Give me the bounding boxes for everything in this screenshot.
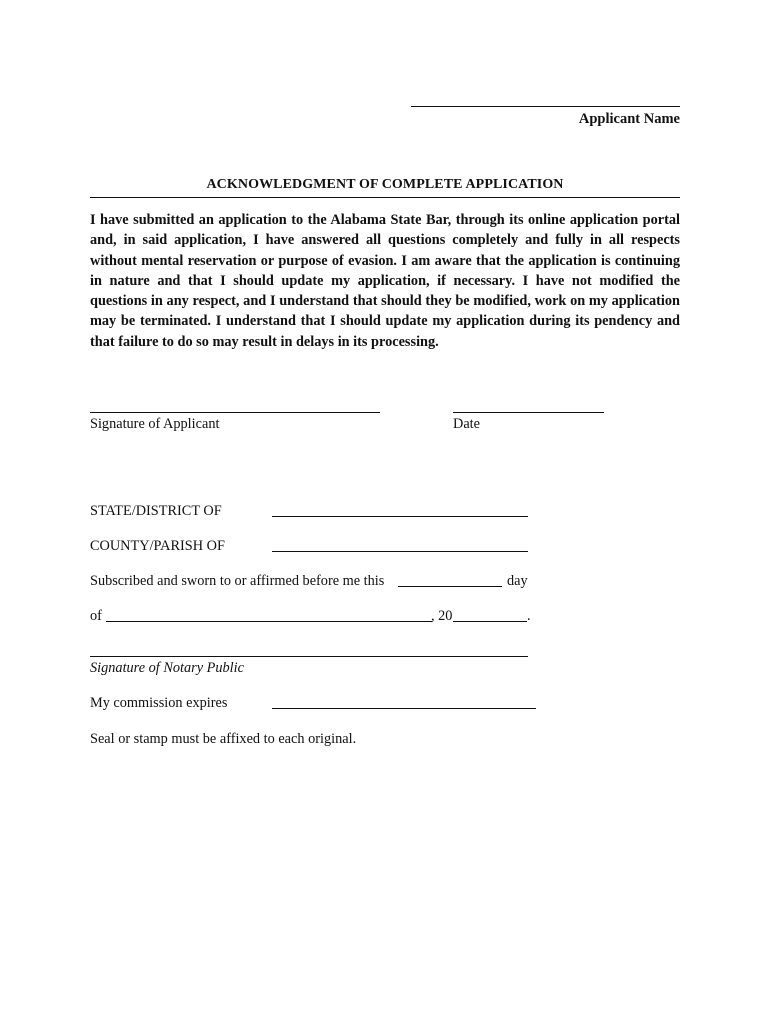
commission-expires-line[interactable] (272, 708, 536, 709)
month-line[interactable] (106, 621, 432, 622)
state-district-label: STATE/DISTRICT OF (90, 503, 222, 519)
sentence-period: . (527, 608, 531, 624)
county-parish-label: COUNTY/PARISH OF (90, 538, 225, 554)
of-label: of (90, 608, 102, 624)
applicant-name-label: Applicant Name (578, 111, 680, 127)
document-title: ACKNOWLEDGMENT OF COMPLETE APPLICATION (206, 177, 564, 192)
commission-expires-label: My commission expires (90, 695, 228, 711)
title-divider (90, 197, 680, 198)
sworn-day-line[interactable] (398, 586, 502, 587)
seal-note: Seal or stamp must be affixed to each original. (90, 731, 357, 747)
applicant-signature-label: Signature of Applicant (90, 416, 220, 432)
year-prefix: , 20 (431, 608, 453, 624)
county-parish-line[interactable] (272, 551, 528, 552)
acknowledgment-paragraph: I have submitted an application to the Alabama State Bar, through its online application portal and, in said application, I have answered all questions completely and fully in all respects without mental reservation or purpose of evasion. I am aware that the application is continuing in nature and that I should update my application, if necessary. I have not modified the questions in any respect, and I understand that should they be modified, work on my application may be terminated. I understand that I should update my application during its pendency and that failure to do so may result in delays in its processing. (90, 212, 680, 350)
notary-signature-line[interactable] (90, 656, 528, 657)
applicant-name-input-line[interactable] (411, 106, 680, 107)
applicant-signature-line[interactable] (90, 412, 380, 413)
sworn-day-suffix: day (507, 573, 528, 589)
sworn-statement-text: Subscribed and sworn to or affirmed before me this (90, 573, 385, 589)
year-line[interactable] (453, 621, 527, 622)
notary-signature-label: Signature of Notary Public (90, 660, 244, 676)
date-line[interactable] (453, 412, 604, 413)
date-label: Date (453, 416, 480, 432)
state-district-line[interactable] (272, 516, 528, 517)
